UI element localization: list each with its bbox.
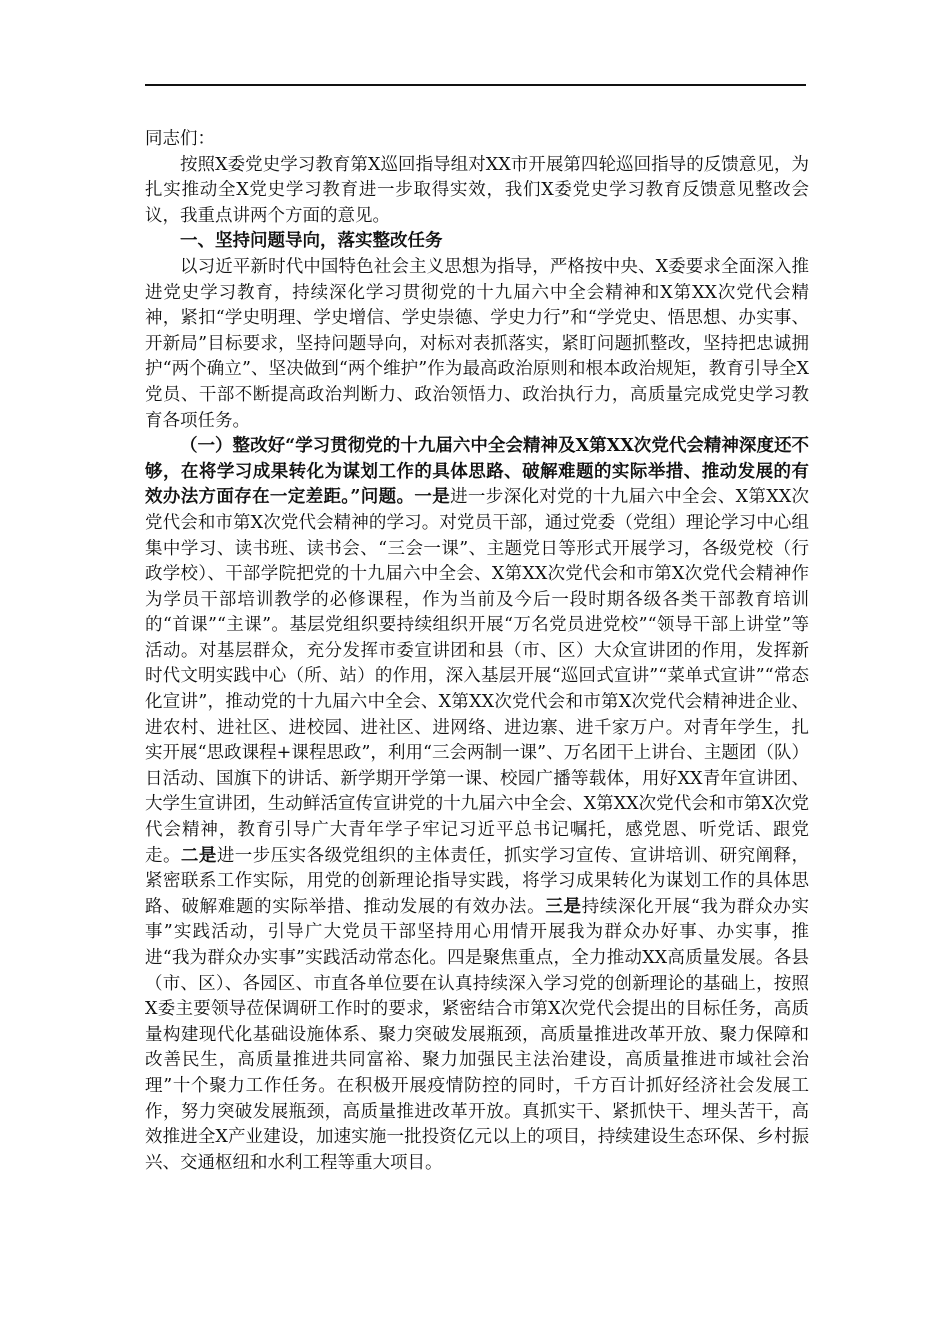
item-1-paragraph <box>145 434 809 1176</box>
header-rule <box>145 84 806 86</box>
section-1-paragraph: 以习近平新时代中国特色社会主义思想为指导，严格按中央、X委要求全面深入推进党史学习教育，持续深化学习贯彻党的十九届六中全会精神和X第XX次党代会精神，紧扣“学史明理、学史增信、学史崇德、学史力行”和“学党史、悟思想、办实事、开新局”目标要求，坚持问题导向，对标对表抓落实，紧盯问题抓整改，坚持把忠诚拥护“两个确立”、坚决做到“两个维护”作为最高政治原则和根本政治规矩，教育引导全X党员、干部不断提高政治判断力、政治领悟力、政治执行力，高质量完成党史学习教育各项任务。 <box>145 256 809 431</box>
item-1-text-3: 持续深化开展“我为群众办实事”实践活动，引导广大党员干部坚持用心用情开展我为群众办好事、办实事，推进“我为群众办实事”实践活动常态化。四是聚焦重点，全力推动XX高质量发展。各县（市、区）、各园区、市直各单位要在认真持续深入学习党的创新理论的基础上，按照X委主要领导莅保调研工作时的要求，紧密结合市第X次党代会提出的目标任务，高质量构建现代化基础设施体系、聚力突破发展瓶颈，高质量推进改革开放、聚力保障和改善民生，高质量推进共同富裕、聚力加强民主法治建设，高质量推进市域社会治理”十个聚力工作任务。在积极开展疫情防控的同时，千方百计抓好经济社会发展工作，努力突破发展瓶颈，高质量推进改革开放。真抓实干、紧抓快干、埋头苦干，高效推进全X产业建设，加速实施一批投资亿元以上的项目，持续建设生态环保、乡村振兴、交通枢纽和水利工程等重大项目。 <box>145 896 810 1173</box>
item-1-label-1: 一是 <box>414 487 451 508</box>
intro-paragraph: 按照X委党史学习教育第X巡回指导组对XX市开展第四轮巡回指导的反馈意见，为扎实推动全X党史学习教育进一步取得实效，我们X委党史学习教育反馈意见整改会议，我重点讲两个方面的意见。 <box>145 154 809 226</box>
item-1-label-2: 二是 <box>180 845 217 866</box>
item-1-title: （一）整改好“学习贯彻党的十九届六中全会精神及X第XX次党代会精神深度还不够，在将学习成果转化为谋划工作的具体思路、破解难题的实际举措、推动发展的有效办法方面存在一定差距。”问题。 <box>145 436 809 508</box>
salutation: 同志们： <box>145 129 215 149</box>
section-1-heading: 一、坚持问题导向，落实整改任务 <box>180 231 443 252</box>
item-1-label-3: 三是 <box>545 896 582 917</box>
item-1-text-1: 进一步深化对党的十九届六中全会、X第XX次党代会和市第X次党代会精神的学习。对党员干部，通过党委（党组）理论学习中心组集中学习、读书班、读书会、“三会一课”、主题党日等形式开展学习，各级党校（行政学校）、干部学院把党的十九届六中全会、X第XX次党代会和市第X次党代会精神作为学员干部培训教学的必修课程，作为当前及今后一段时期各级各类干部教育培训的“首课”“主课”。基层党组织要持续组织开展“万名党员进党校”“领导干部上讲堂”等活动。对基层群众，充分发挥市委宣讲团和县（市、区）大众宣讲团的作用，发挥新时代文明实践中心（所、站）的作用，深入基层开展“巡回式宣讲”“菜单式宣讲”“常态化宣讲”，推动党的十九届六中全会、X第XX次党代会和市第X次党代会精神进企业、进农村、进社区、进校园、进社区、进网络、进边寨、进千家万户。对青年学生，扎实开展“思政课程+课程思政”，利用“三会两制一课”、万名团干上讲台、主题团（队）日活动、国旗下的讲话、新学期开学第一课、校园广播等载体，用好XX青年宣讲团、大学生宣讲团，生动鲜活宣传宣讲党的十九届六中全会、X第XX次党代会和市第X次党代会精神，教育引导广大青年学子牢记习近平总书记嘱托，感党恩、听党话、跟党走。 <box>145 487 810 866</box>
document-body <box>145 127 809 1176</box>
item-1-text-2: 进一步压实各级党组织的主体责任，抓实学习宣传、宣讲培训、研究阐释，紧密联系工作实际，用党的创新理论指导实践，将学习成果转化为谋划工作的具体思路、破解难题的实际举措、推动发展的有效办法。 <box>145 845 810 917</box>
